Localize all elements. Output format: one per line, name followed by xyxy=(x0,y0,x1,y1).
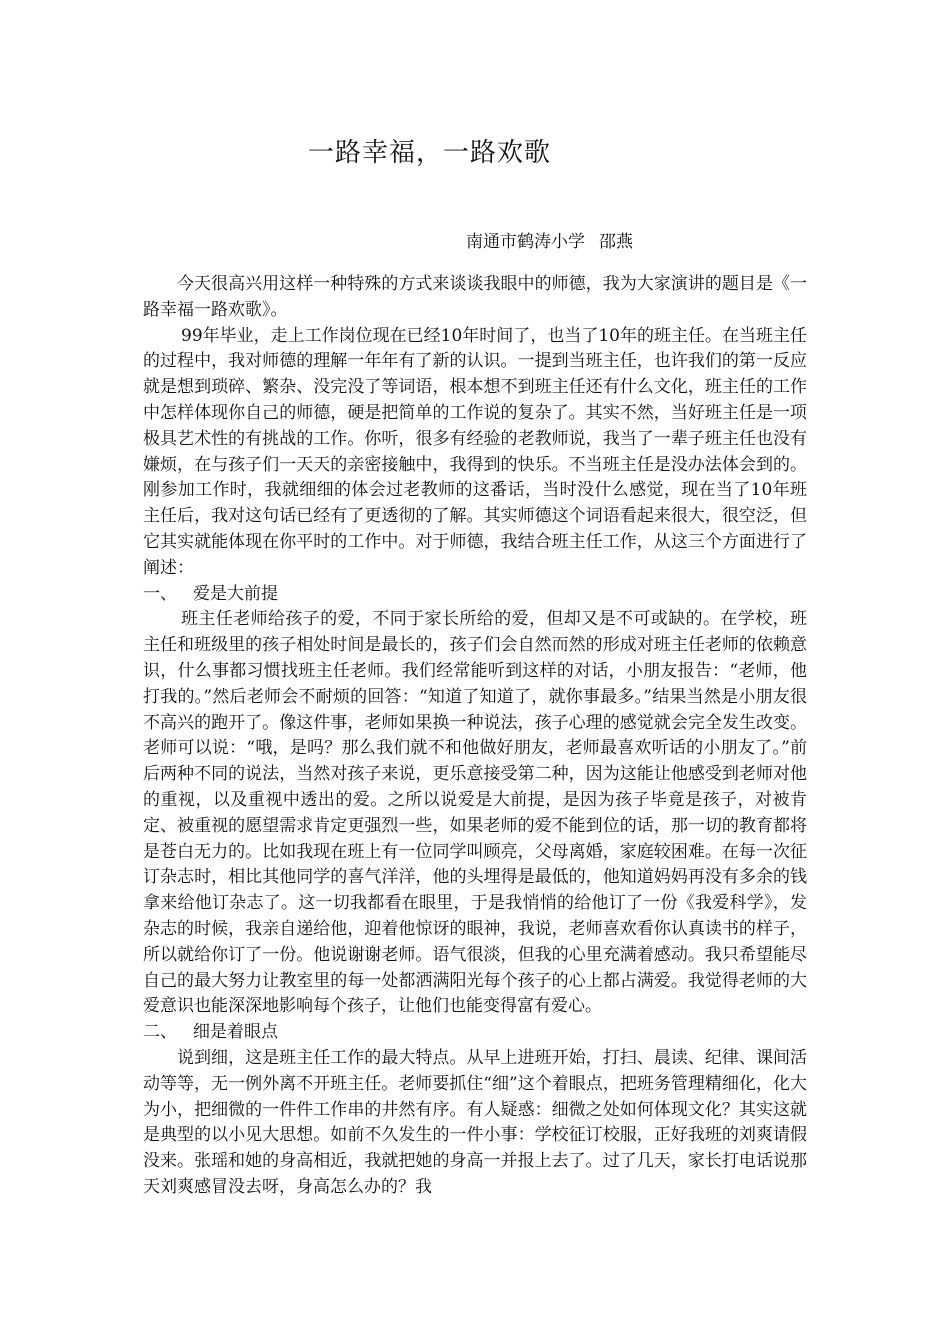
author-school: 南通市鹤涛小学 xyxy=(466,232,585,252)
section-number: 二、 xyxy=(143,1022,177,1043)
section-heading xyxy=(143,1020,807,1046)
section-number: 一、 xyxy=(143,583,177,604)
section-title: 爱是大前提 xyxy=(193,583,278,604)
author-line xyxy=(466,227,633,252)
section-paragraph: 说到细，这是班主任工作的最大特点。从早上进班开始，打扫、晨读、纪律、课间活动等等，无一例外离不开班主任。老师要抓住“细”这个着眼点，把班务管理精细化，化大为小，把细微的一件件工作串的井然有序。有人疑惑：细微之处如何体现文化？其实这就是典型的以小见大思想。如前不久发生的一件小事：学校征订校服，正好我班的刘爽请假没来。张瑶和她的身高相近，我就把她的身高一并报上去了。过了几天，家长打电话说那天刘爽感冒没去呀，身高怎么办的？我 xyxy=(143,1047,807,1197)
section-title: 细是着眼点 xyxy=(193,1022,278,1043)
document-title: 一路幸福，一路欢歌 xyxy=(308,138,552,168)
document-body xyxy=(143,272,807,1201)
intro-paragraph: 今天很高兴用这样一种特殊的方式来谈谈我眼中的师德，我为大家演讲的题目是《一路幸福一路欢歌》。 xyxy=(143,274,807,320)
section-paragraph: 班主任老师给孩子的爱，不同于家长所给的爱，但却又是不可或缺的。在学校，班主任和班级里的孩子相处时间是最长的，孩子们会自然而然的形成对班主任老师的依赖意识，什么事都习惯找班主任老师。我们经常能听到这样的对话，小朋友报告：“老师，他打我的。”然后老师会不耐烦的回答：“知道了知道了，就你事最多。”结果当然是小朋友很不高兴的跑开了。像这件事，老师如果换一种说法，孩子心理的感觉就会完全发生改变。老师可以说：“哦，是吗？那么我们就不和他做好朋友，老师最喜欢听话的小朋友了。”前后两种不同的说法，当然对孩子来说，更乐意接受第二种，因为这能让他感受到老师对他的重视，以及重视中透出的爱。之所以说爱是大前提，是因为孩子毕竟是孩子，对被肯定、被重视的愿望需求肯定更强烈一些，如果老师的爱不能到位的话，那一切的教育都将是苍白无力的。比如我现在班上有一位同学叫顾亮，父母离婚，家庭较困难。在每一次征订杂志时，相比其他同学的喜气洋洋，他的头埋得是最低的，他知道妈妈再没有多余的钱拿来给他订杂志了。这一切我都看在眼里，于是我悄悄的给他订了一份《我爱科学》，发杂志的时候，我亲自递给他，迎着他惊讶的眼神，我说，老师喜欢看你认真读书的样子，所以就给你订了一份。他说谢谢老师。语气很淡，但我的心里充满着感动。我只希望能尽自己的最大努力让教室里的每一处都洒满阳光每个孩子的心上都占满爱。我觉得老师的大爱意识也能深深地影响每个孩子，让他们也能变得富有爱心。 xyxy=(143,609,807,1017)
section-heading xyxy=(143,582,807,608)
author-name: 邵燕 xyxy=(599,232,633,252)
body-paragraph: 99年毕业，走上工作岗位现在已经10年时间了，也当了10年的班主任。在当班主任的过程中，我对师德的理解一年年有了新的认识。一提到当班主任，也许我们的第一反应就是想到琐碎、繁杂、没完没了等词语，根本想不到班主任还有什么文化，班主任的工作中怎样体现你自己的师德，硬是把简单的工作说的复杂了。其实不然，当好班主任是一项极具艺术性的有挑战的工作。你听，很多有经验的老教师说，我当了一辈子班主任也没有嫌烦，在与孩子们一天天的亲密接触中，我得到的快乐。不当班主任是没办法体会到的。刚参加工作时，我就细细的体会过老教师的这番话，当时没什么感觉，现在当了10年班主任后，我对这句话已经有了更透彻的了解。其实师德这个词语看起来很大，很空泛，但它其实就能体现在你平时的工作中。对于师德，我结合班主任工作，从这三个方面进行了阐述： xyxy=(143,325,807,578)
